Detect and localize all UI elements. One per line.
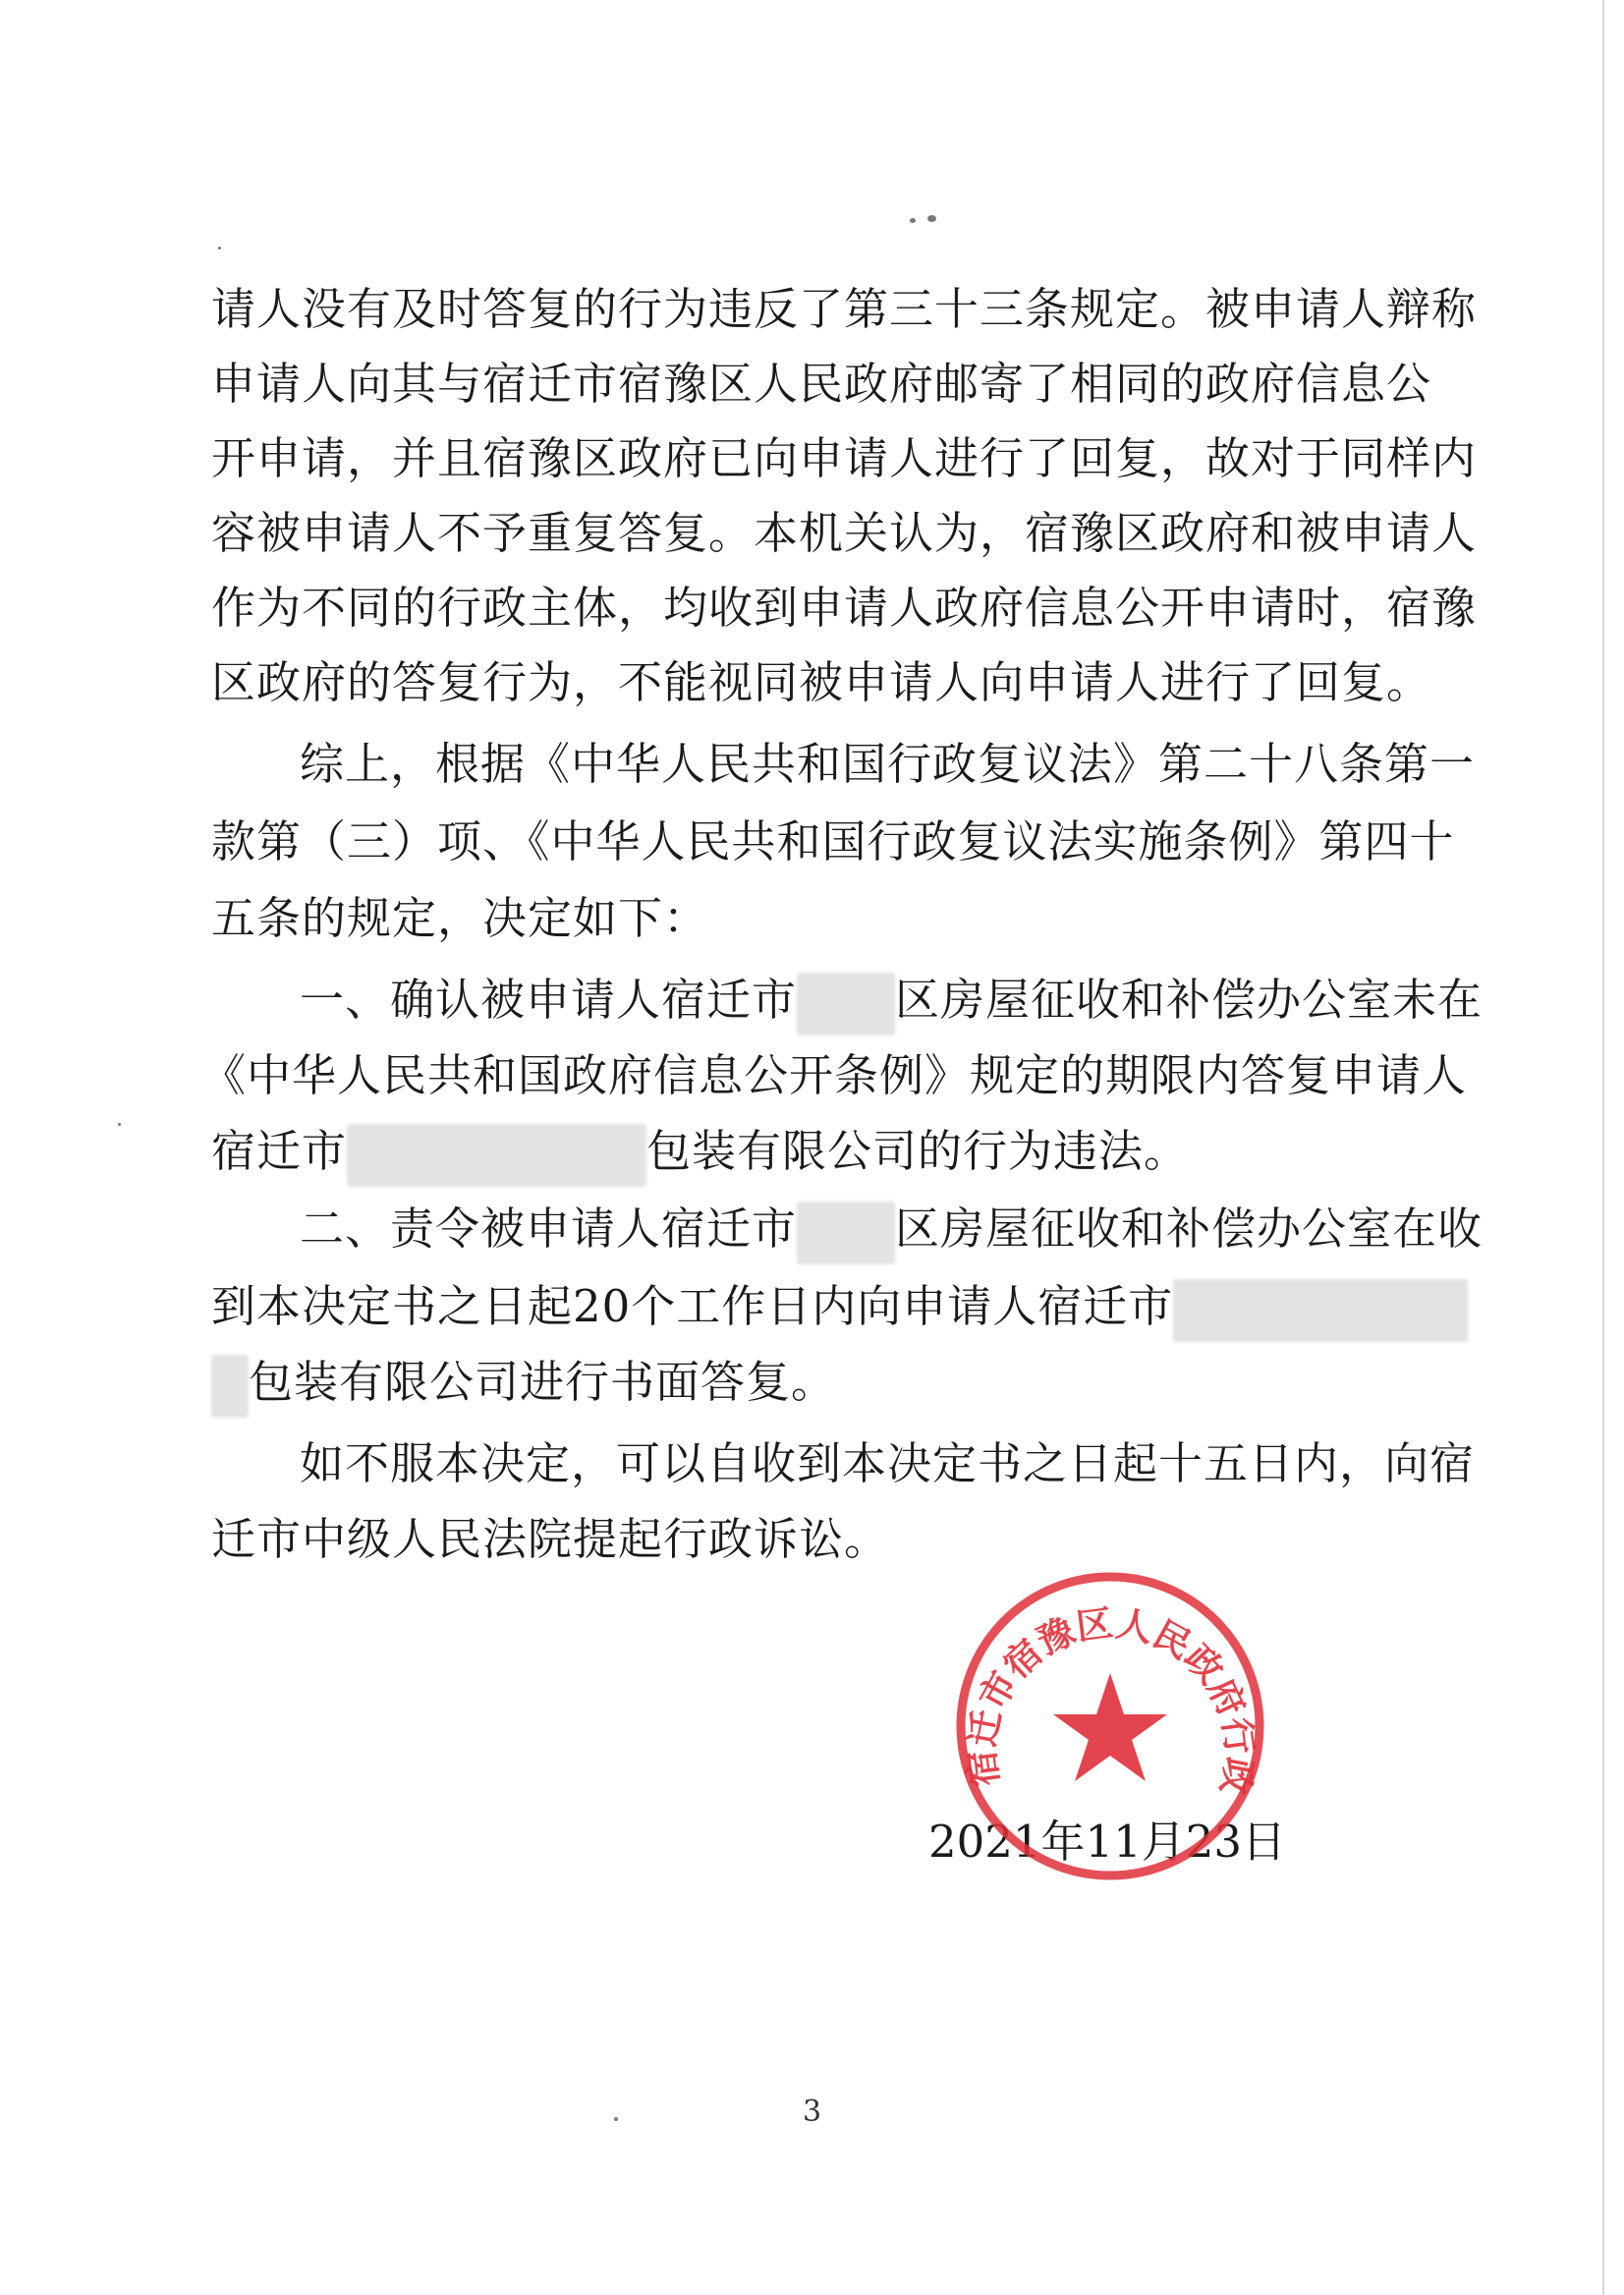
item-1-text-d: 包装有限公司的行为违法。	[646, 1125, 1190, 1177]
item-1-text-b: 区房屋征收和补偿办公室未在	[895, 974, 1484, 1026]
scan-speck	[910, 218, 916, 223]
page-number: 3	[802, 2095, 822, 2129]
official-seal	[951, 1567, 1270, 1886]
body-line: 综上，根据《中华人民共和国行政复议法》第二十八条第一	[300, 738, 1476, 790]
seal-star-icon	[1053, 1673, 1167, 1781]
body-line: 容被申请人不予重复答复。本机关认为，宿豫区政府和被申请人	[211, 507, 1478, 559]
redacted-block	[1173, 1279, 1468, 1342]
body-line: 作为不同的行政主体，均收到申请人政府信息公开申请时，宿豫	[211, 582, 1478, 634]
item-2-line-2	[211, 1272, 1425, 1341]
redacted-block	[797, 1202, 895, 1264]
scan-speck	[927, 215, 936, 222]
redacted-block	[211, 1355, 249, 1418]
decision-date: 2021年11月23日	[928, 1816, 1287, 1868]
scan-speck	[218, 247, 221, 250]
seal-graphic	[951, 1567, 1270, 1886]
redacted-block	[347, 1124, 646, 1187]
item-1-line-1	[300, 966, 1513, 1035]
body-line: 款第（三）项、《中华人民共和国行政复议法实施条例》第四十	[211, 815, 1455, 868]
item-2-line-1	[300, 1195, 1513, 1263]
body-line: 开申请，并且宿豫区政府已向申请人进行了回复，故对于同样内	[211, 432, 1478, 484]
item-2-text-d: 包装有限公司进行书面答复。	[249, 1356, 837, 1408]
body-line: 请人没有及时答复的行为违反了第三十三条规定。被申请人辩称	[211, 283, 1478, 335]
appeal-line: 如不服本决定，可以自收到本决定书之日起十五日内，向宿	[300, 1437, 1476, 1489]
svg-text:宿迁市宿豫区人民政府行政复议专用章	[951, 1567, 1260, 1798]
item-2-line-3	[211, 1348, 1425, 1417]
seal-text: 宿迁市宿豫区人民政府行政	[962, 1603, 1260, 1798]
item-2-text-b: 区房屋征收和补偿办公室在收	[895, 1203, 1484, 1255]
appeal-line: 迁市中级人民法院提起行政诉讼。	[211, 1513, 890, 1565]
body-line: 五条的规定，决定如下：	[211, 892, 709, 944]
item-1-text-a: 一、确认被申请人宿迁市	[300, 974, 798, 1026]
item-1-line-3	[211, 1117, 1425, 1186]
body-line: 区政府的答复行为，不能视同被申请人向申请人进行了回复。	[211, 656, 1432, 708]
scan-speck	[118, 1123, 121, 1126]
item-1-line-2: 《中华人民共和国政府信息公开条例》规定的期限内答复申请人	[201, 1049, 1468, 1101]
body-line: 申请人向其与宿迁市宿豫区人民政府邮寄了相同的政府信息公	[211, 358, 1432, 410]
item-2-text-a: 二、责令被申请人宿迁市	[300, 1203, 798, 1255]
item-1-text-c: 宿迁市	[211, 1125, 348, 1177]
page-edge	[1602, 0, 1604, 2295]
redacted-block	[797, 973, 895, 1036]
item-2-text-c: 到本决定书之日起20个工作日内向申请人宿迁市	[211, 1280, 1174, 1332]
